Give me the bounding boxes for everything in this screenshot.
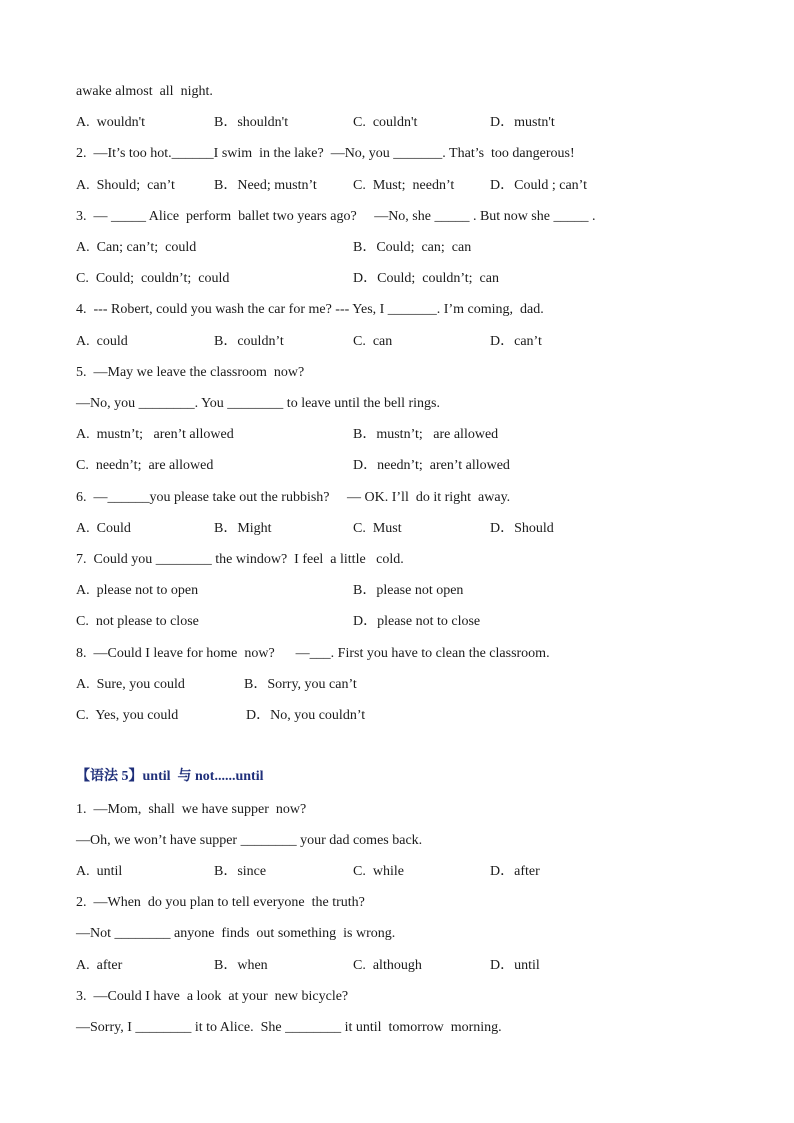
option-b: B．shouldn't <box>214 115 289 130</box>
option-d: D．mustn't <box>490 115 555 130</box>
option-b: B．Could; can; can <box>353 240 472 255</box>
options-row <box>76 612 754 632</box>
question-text: 6. —______you please take out the rubbish? — OK. I’ll do it right away. <box>76 490 511 505</box>
option-b: B．mustn’t; are allowed <box>353 427 499 442</box>
question-text: awake almost all night. <box>76 84 213 99</box>
option-b: B．Might <box>214 521 272 536</box>
options-row <box>76 113 754 133</box>
options-row <box>76 706 754 726</box>
option-b: B．couldn’t <box>214 334 284 349</box>
option-c: C. couldn't <box>353 115 418 130</box>
option-d: D．until <box>490 958 540 973</box>
option-c: C. needn’t; are allowed <box>76 458 214 473</box>
option-c: C. Could; couldn’t; could <box>76 271 230 286</box>
options-row <box>76 862 754 882</box>
option-a: A. Sure, you could <box>76 677 185 692</box>
option-d: D．No, you couldn’t <box>246 708 366 723</box>
option-a: A. until <box>76 864 123 879</box>
option-c: C. Yes, you could <box>76 708 179 723</box>
option-c: C. although <box>353 958 422 973</box>
options-row <box>76 425 754 445</box>
option-d: D．needn’t; aren’t allowed <box>353 458 510 473</box>
option-a: A. please not to open <box>76 583 199 598</box>
option-d: D．Could ; can’t <box>490 178 587 193</box>
options-row <box>76 675 754 695</box>
question-text: 2. —It’s too hot.______I swim in the lake? —No, you _______. That’s too dangerous! <box>76 146 575 161</box>
option-a: A. wouldn't <box>76 115 146 130</box>
option-b: B．since <box>214 864 267 879</box>
options-row <box>76 176 754 196</box>
option-d: D．Could; couldn’t; can <box>353 271 499 286</box>
options-row <box>76 332 754 352</box>
options-row <box>76 456 754 476</box>
option-d: D．please not to close <box>353 614 481 629</box>
question-text: —Oh, we won’t have supper ________ your dad comes back. <box>76 833 423 848</box>
question-text: 7. Could you ________ the window? I feel a little cold. <box>76 552 404 567</box>
option-a: A. mustn’t; aren’t allowed <box>76 427 234 442</box>
option-d: D．after <box>490 864 540 879</box>
option-b: B．please not open <box>353 583 464 598</box>
options-row <box>76 519 754 539</box>
options-row <box>76 238 754 258</box>
options-row <box>76 956 754 976</box>
option-c: C. while <box>353 864 404 879</box>
option-d: D．can’t <box>490 334 542 349</box>
question-text: 8. —Could I leave for home now? —___. First you have to clean the classroom. <box>76 646 550 661</box>
option-d: D．Should <box>490 521 554 536</box>
question-text: —No, you ________. You ________ to leave until the bell rings. <box>76 396 440 411</box>
option-c: C. not please to close <box>76 614 199 629</box>
question-text: 3. —Could I have a look at your new bicycle? <box>76 989 349 1004</box>
question-text: 2. —When do you plan to tell everyone the truth? <box>76 895 365 910</box>
option-b: B．when <box>214 958 268 973</box>
option-a: A. after <box>76 958 123 973</box>
option-a: A. Should; can’t <box>76 178 175 193</box>
question-text: —Sorry, I ________ it to Alice. She ________ it until tomorrow morning. <box>76 1020 502 1035</box>
question-text: 4. --- Robert, could you wash the car for me? --- Yes, I _______. I’m coming, dad. <box>76 302 544 317</box>
option-a: A. Could <box>76 521 131 536</box>
option-a: A. could <box>76 334 128 349</box>
section-heading: 【语法 5】until 与 not......until <box>76 769 264 784</box>
question-text: 3. — _____ Alice perform ballet two years ago? —No, she _____ . But now she _____ . <box>76 209 596 224</box>
option-a: A. Can; can’t; could <box>76 240 197 255</box>
option-b: B．Need; mustn’t <box>214 178 317 193</box>
option-b: B．Sorry, you can’t <box>244 677 357 692</box>
option-c: C. Must <box>353 521 402 536</box>
question-text: 5. —May we leave the classroom now? <box>76 365 305 380</box>
option-c: C. can <box>353 334 393 349</box>
question-text: —Not ________ anyone finds out something is wrong. <box>76 926 396 941</box>
question-text: 1. —Mom, shall we have supper now? <box>76 802 307 817</box>
options-row <box>76 581 754 601</box>
option-c: C. Must; needn’t <box>353 178 455 193</box>
options-row <box>76 269 754 289</box>
